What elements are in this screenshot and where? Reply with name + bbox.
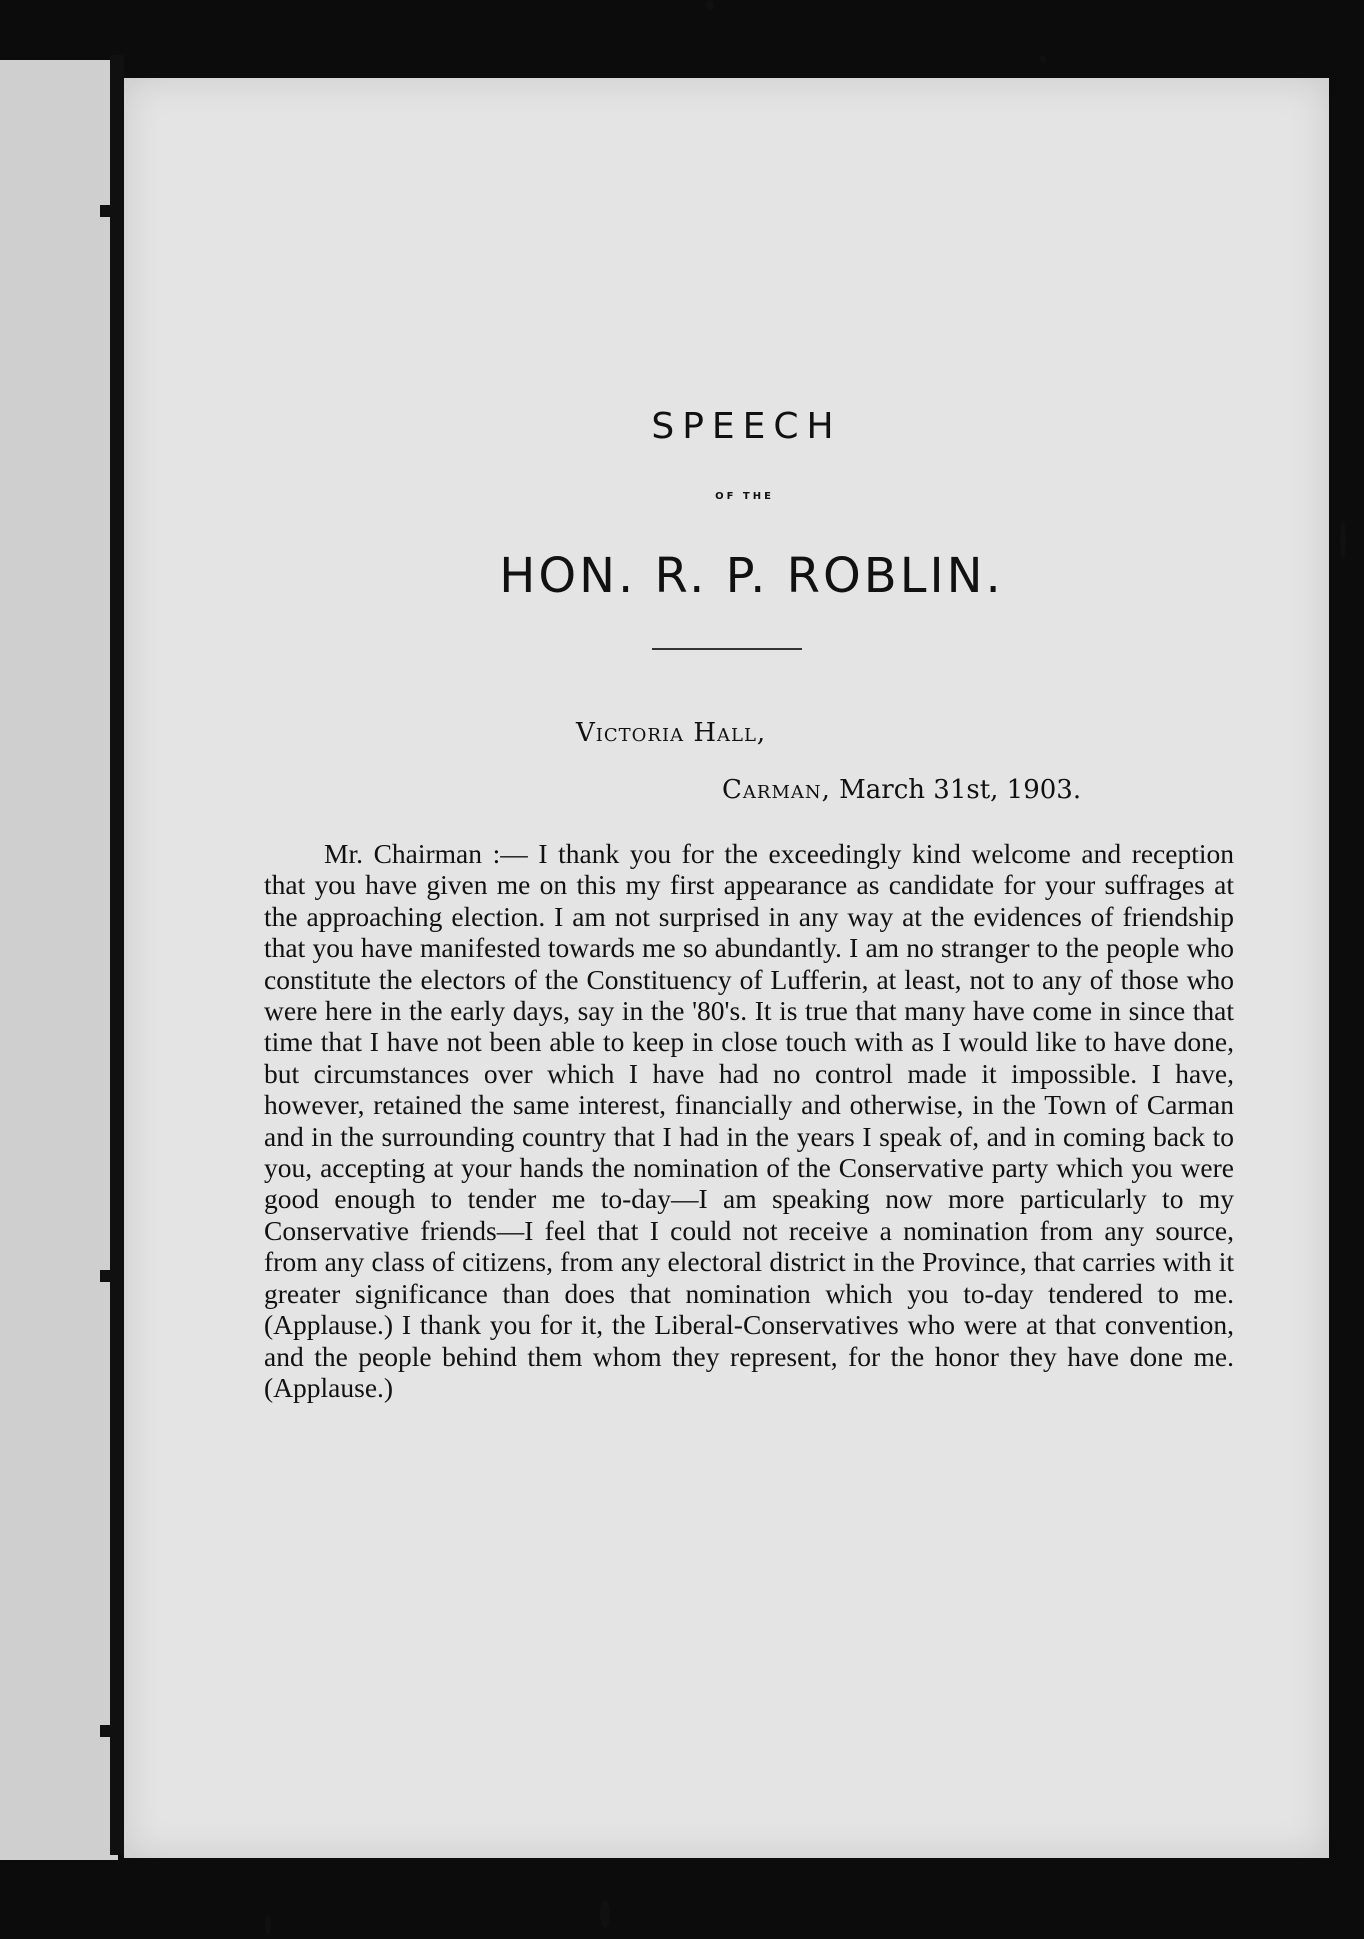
place-and-date (722, 775, 1081, 805)
title-connector: OF THE (715, 491, 774, 502)
divider-rule (652, 648, 802, 650)
scan-speck (706, 0, 714, 10)
binding-spine (110, 55, 124, 1855)
scan-speck (265, 1915, 271, 1935)
speaker-name: HON. R. P. ROBLIN. (499, 548, 1004, 604)
scan-speck (1040, 55, 1046, 63)
document-title: SPEECH (651, 406, 842, 447)
place: Carman, (722, 775, 831, 805)
scan-speck (600, 1900, 610, 1928)
venue: Victoria Hall, (576, 718, 767, 748)
date: March 31st, 1903. (839, 775, 1082, 805)
scan-speck (1340, 520, 1346, 560)
adjacent-page-edge (0, 60, 118, 1860)
speech-body: Mr. Chairman :— I thank you for the exceedingly kind welcome and reception that you have given me on this my first appearance as candidate for your suffrages at the approaching election. I am not surprised in any way at the evidences of friendship that you have manifested towards me so abundantly. I am no stranger to the people who constitute the electors of the Constituency of Lufferin, at least, not to any of those who were here in the early days, say in the '80's. It is true that many have come in since that time that I have not been able to keep in close touch with as I would like to have done, but circumstances over which I have had no control made it impossible. I have, however, retained the same interest, financially and otherwise, in the Town of Carman and in the surrounding country that I had in the years I speak of, and in coming back to you, accepting at your hands the nomination of the Conservative party which you were good enough to tender me to-day—I am speaking now more particularly to my Conservative friends—I feel that I could not receive a nomination from any source, from any class of citizens, from any electoral district in the Province, that carries with it greater significance than does that nomination which you to-day tendered to me. (Applause.) I thank you for it, the Liberal-Conservatives who were at that convention, and the people behind them whom they represent, for the honor they have done me. (Applause.) (264, 838, 1234, 1403)
document-page (124, 78, 1329, 1858)
